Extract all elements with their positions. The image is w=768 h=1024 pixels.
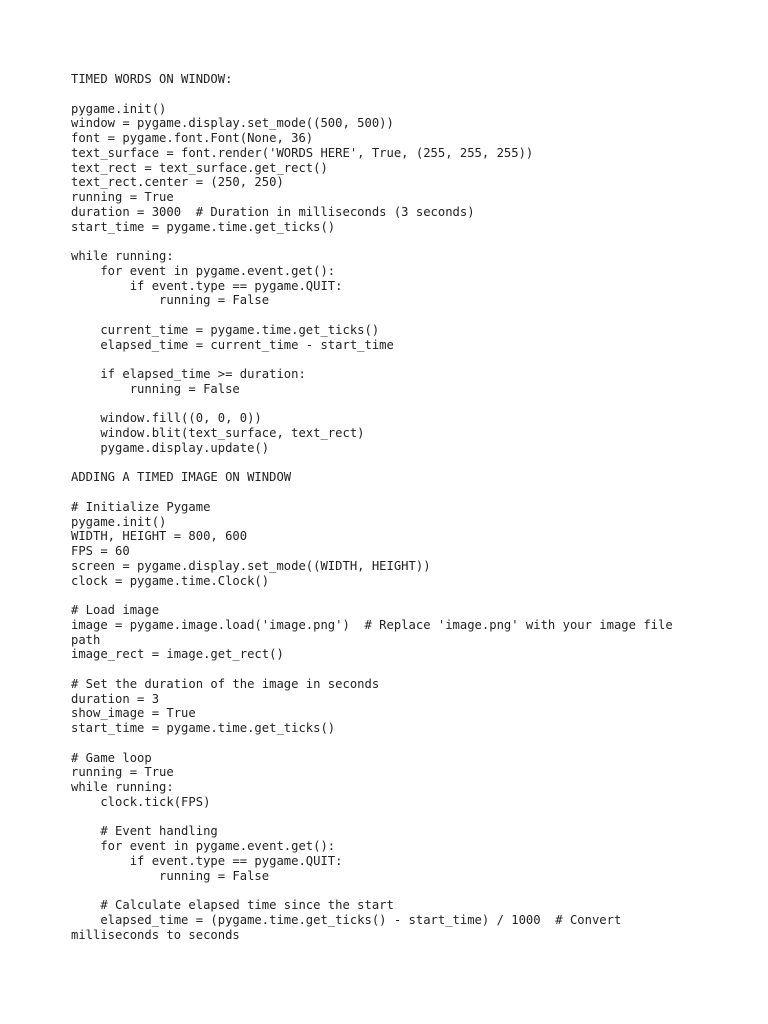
- blank-line: [71, 883, 711, 898]
- code-line: # Initialize Pygame: [71, 499, 211, 514]
- code-line: pygame.display.update(): [71, 440, 270, 455]
- code-line: # Calculate elapsed time since the start: [71, 898, 394, 912]
- code-line: pygame.init(): [71, 101, 167, 116]
- code-line: text_rect = text_surface.get_rect(): [71, 160, 328, 175]
- code-line: ADDING A TIMED IMAGE ON WINDOW: [71, 470, 292, 485]
- code-line: start_time = pygame.time.get_ticks(): [71, 219, 336, 234]
- code-line: text_rect.center = (250, 250): [71, 175, 284, 190]
- code-line: if elapsed_time >= duration:: [71, 367, 306, 381]
- code-line: duration = 3000 # Duration in milliseconds (3 seconds): [71, 204, 475, 219]
- blank-line: [71, 736, 711, 751]
- code-line: while running:: [71, 780, 174, 794]
- blank-line: [71, 810, 711, 825]
- blank-line: [71, 87, 711, 102]
- blank-line: [71, 234, 711, 249]
- code-line: elapsed_time = (pygame.time.get_ticks() - start_time) / 1000 # Convert: [71, 912, 622, 927]
- code-line: image = pygame.image.load('image.png') # Replace 'image.png' with your image file: [71, 617, 673, 632]
- code-document-body: [71, 72, 711, 942]
- code-line: milliseconds to seconds: [71, 927, 240, 942]
- blank-line: [71, 397, 711, 412]
- blank-line: [71, 308, 711, 323]
- blank-line: [71, 485, 711, 500]
- code-line: # Set the duration of the image in seconds: [71, 676, 380, 691]
- blank-line: [71, 662, 711, 677]
- code-line: path: [71, 632, 101, 647]
- code-line: running = False: [71, 868, 270, 883]
- code-line: clock.tick(FPS): [71, 794, 211, 809]
- code-line: FPS = 60: [71, 544, 130, 558]
- code-line: if event.type == pygame.QUIT:: [71, 278, 343, 293]
- blank-line: [71, 588, 711, 603]
- code-line: clock = pygame.time.Clock(): [71, 573, 270, 588]
- code-line: running = True: [71, 765, 174, 780]
- blank-line: [71, 352, 711, 367]
- code-line: image_rect = image.get_rect(): [71, 647, 284, 662]
- code-line: window.blit(text_surface, text_rect): [71, 426, 365, 440]
- code-line: start_time = pygame.time.get_ticks(): [71, 721, 336, 735]
- code-line: for event in pygame.event.get():: [71, 263, 336, 278]
- code-line: text_surface = font.render('WORDS HERE', True, (255, 255, 255)): [71, 145, 534, 160]
- code-line: running = False: [71, 381, 240, 396]
- code-line: screen = pygame.display.set_mode((WIDTH, HEIGHT)): [71, 558, 431, 573]
- code-line: font = pygame.font.Font(None, 36): [71, 131, 314, 145]
- blank-line: [71, 456, 711, 471]
- code-line: # Event handling: [71, 824, 218, 839]
- code-line: pygame.init(): [71, 514, 167, 529]
- code-line: show_image = True: [71, 706, 196, 721]
- code-line: elapsed_time = current_time - start_time: [71, 337, 394, 352]
- code-line: current_time = pygame.time.get_ticks(): [71, 322, 380, 337]
- code-line: duration = 3: [71, 691, 160, 706]
- code-line: running = True: [71, 190, 174, 204]
- code-line: for event in pygame.event.get():: [71, 839, 336, 853]
- code-line: if event.type == pygame.QUIT:: [71, 853, 343, 868]
- code-line: TIMED WORDS ON WINDOW:: [71, 72, 233, 86]
- code-line: running = False: [71, 293, 270, 308]
- code-line: WIDTH, HEIGHT = 800, 600: [71, 529, 248, 544]
- code-line: window = pygame.display.set_mode((500, 500)): [71, 116, 394, 131]
- code-line: while running:: [71, 249, 174, 263]
- code-line: # Game loop: [71, 750, 152, 765]
- code-line: window.fill((0, 0, 0)): [71, 411, 262, 426]
- code-line: # Load image: [71, 603, 160, 617]
